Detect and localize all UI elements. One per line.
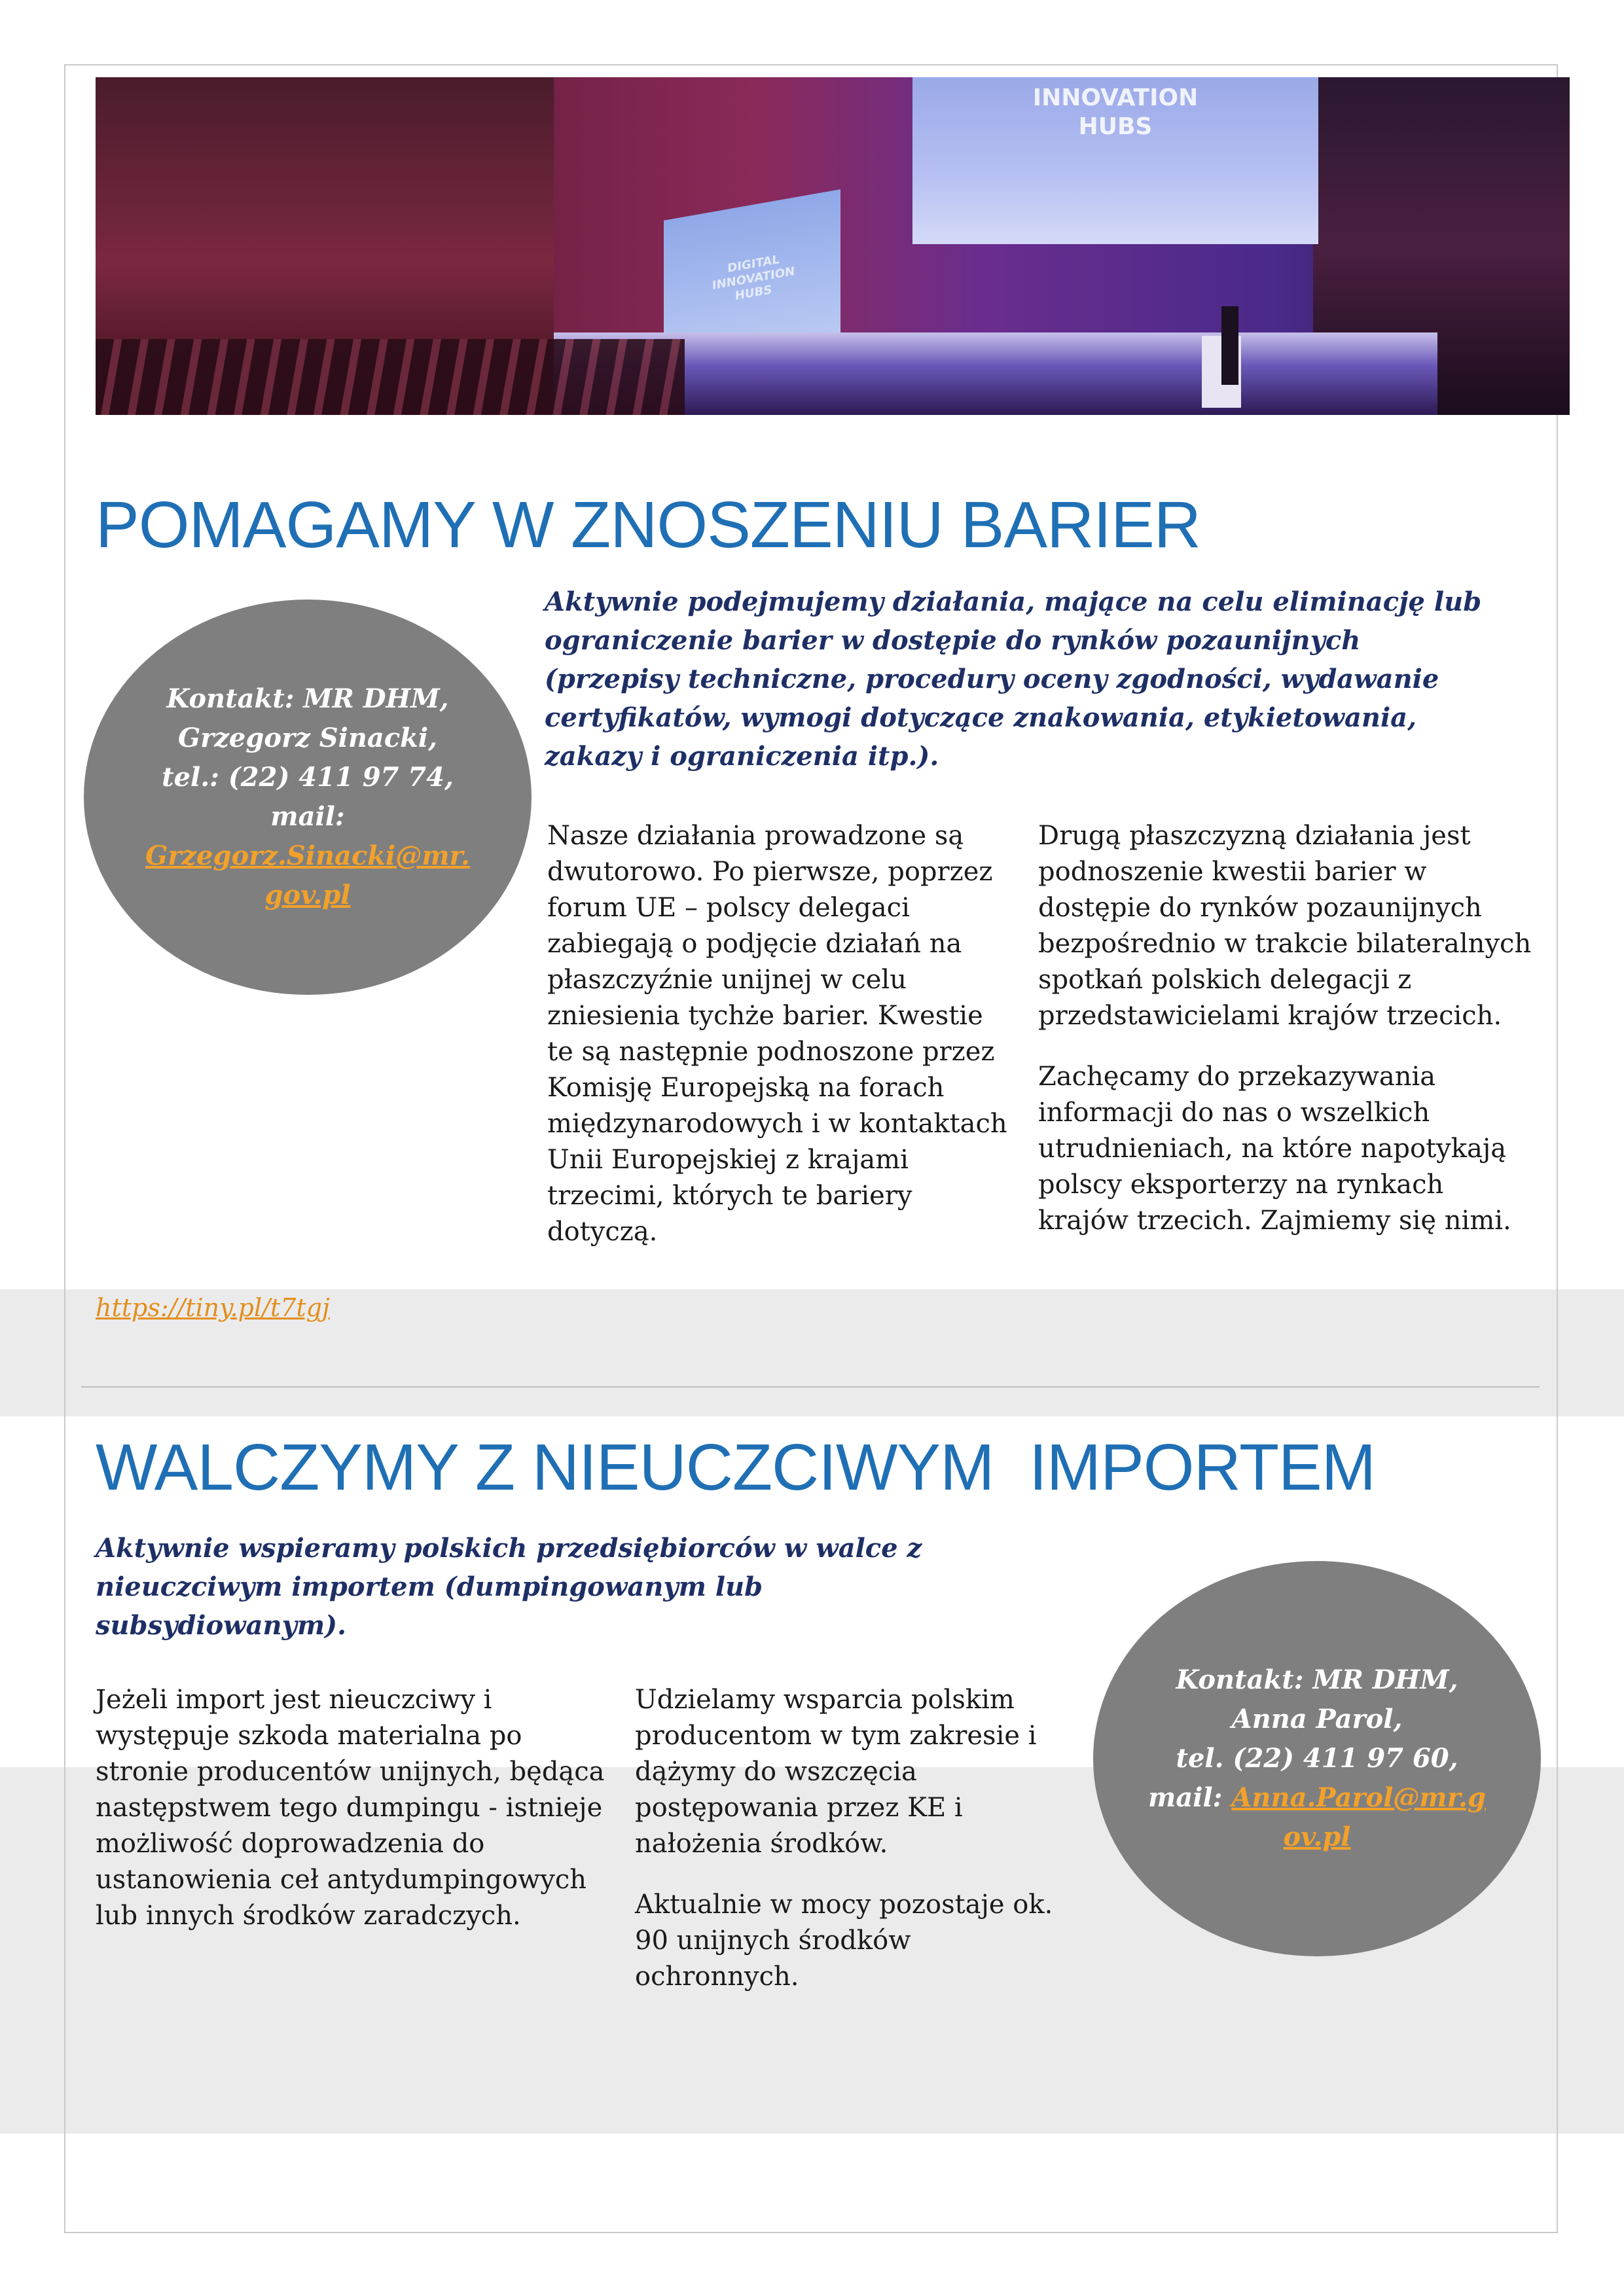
contact2-mail-row	[1140, 1778, 1494, 1857]
section2-col1	[96, 1682, 613, 1959]
section1-col2-p2: Zachęcamy do przekazywania informacji do nas o wszelkich utrudnieniach, na które napotykają polscy eksporterzy na rynkach krajów trzecich. Zajmiemy się nimi.	[1038, 1062, 1511, 1236]
photo-side-screen-text: DIGITAL INNOVATION HUBS	[712, 252, 795, 303]
contact1-email-link[interactable]: Grzegorz.Sinacki@mr.gov.pl	[145, 840, 470, 910]
photo-stage	[554, 332, 1437, 415]
contact2-line3: tel. (22) 411 97 60,	[1176, 1743, 1458, 1774]
section2-lead: Aktywnie wspieramy polskich przedsiębiorców w walce z nieuczciwym importem (dumpingowanym lub subsydiowanym).	[96, 1533, 922, 1641]
photo-speaker	[1221, 306, 1238, 385]
section1-col2	[1038, 818, 1536, 1264]
contact1-line3: tel.: (22) 411 97 74,	[162, 762, 454, 793]
section1-link[interactable]: https://tiny.pl/t7tgj	[96, 1293, 330, 1322]
contact2-mail-label: mail:	[1148, 1782, 1223, 1813]
photo-audience	[96, 339, 685, 415]
header-photo	[96, 77, 1570, 415]
contact1-line2: Grzegorz Sinacki,	[177, 723, 438, 753]
section2-col2-p1: Udzielamy wsparcia polskim producentom w tym zakresie i dążymy do wszczęcia postępowania przez KE i nałożenia środków.	[635, 1685, 1037, 1859]
contact1-line4: mail:	[270, 801, 345, 832]
section2-col2-p2: Aktualnie w mocy pozostaje ok. 90 unijnych środków ochronnych.	[635, 1890, 1053, 1992]
contact1-line1: Kontakt: MR DHM,	[166, 683, 449, 714]
photo-screen-text: INNOVATION HUBS	[1032, 84, 1199, 140]
section1-col1-text: Nasze działania prowadzone są dwutorowo. Po pierwsze, poprzez forum UE – polscy delegaci zabiegają o podjęcie działań na płaszczyźnie unijnej w celu zniesienia tychże barier. Kwestie te są następnie podnoszone przez Komisję Europejską na forach międzynarodowych i w kontaktach Unii Europejskiej z krajami trzecimi, których te bariery dotyczą.	[547, 821, 1007, 1247]
section-divider	[81, 1386, 1540, 1388]
section1-lead: Aktywnie podejmujemy działania, mające na celu eliminację lub ograniczenie barier w dostępie do rynków pozaunijnych (przepisy techniczne, procedury oceny zgodności, wydawanie certyfikatów, wymogi dotyczące znakowania, etykietowania, zakazy i ograniczenia itp.).	[545, 586, 1482, 772]
contact-circle-2	[1093, 1561, 1541, 1956]
contact2-line1: Kontakt: MR DHM,	[1176, 1664, 1458, 1695]
section2-heading: WALCZYMY Z NIEUCZCIWYM IMPORTEM	[96, 1431, 1376, 1504]
contact-circle-1	[84, 600, 532, 995]
section1-heading: POMAGAMY W ZNOSZENIU BARIER	[96, 488, 1200, 562]
section2-col1-text: Jeżeli import jest nieuczciwy i występuje szkoda materialna po stronie producentów unijnych, będąca następstwem tego dumpingu - istnieje możliwość doprowadzenia do ustanowienia ceł antydumpingowych lub innych środków zaradczych.	[96, 1685, 605, 1931]
section1-col2-p1: Drugą płaszczyzną działania jest podnoszenie kwestii barier w dostępie do rynków pozaunijnych bezpośrednio w trakcie bilateralnych spotkań polskich delegacji z przedstawicielami krajów trzecich.	[1038, 821, 1532, 1031]
contact2-email-link[interactable]: Anna.Parol@mr.gov.pl	[1231, 1782, 1486, 1852]
section1-col1	[547, 818, 1012, 1275]
contact2-line2: Anna Parol,	[1231, 1704, 1403, 1734]
section2-col2	[635, 1682, 1080, 2020]
